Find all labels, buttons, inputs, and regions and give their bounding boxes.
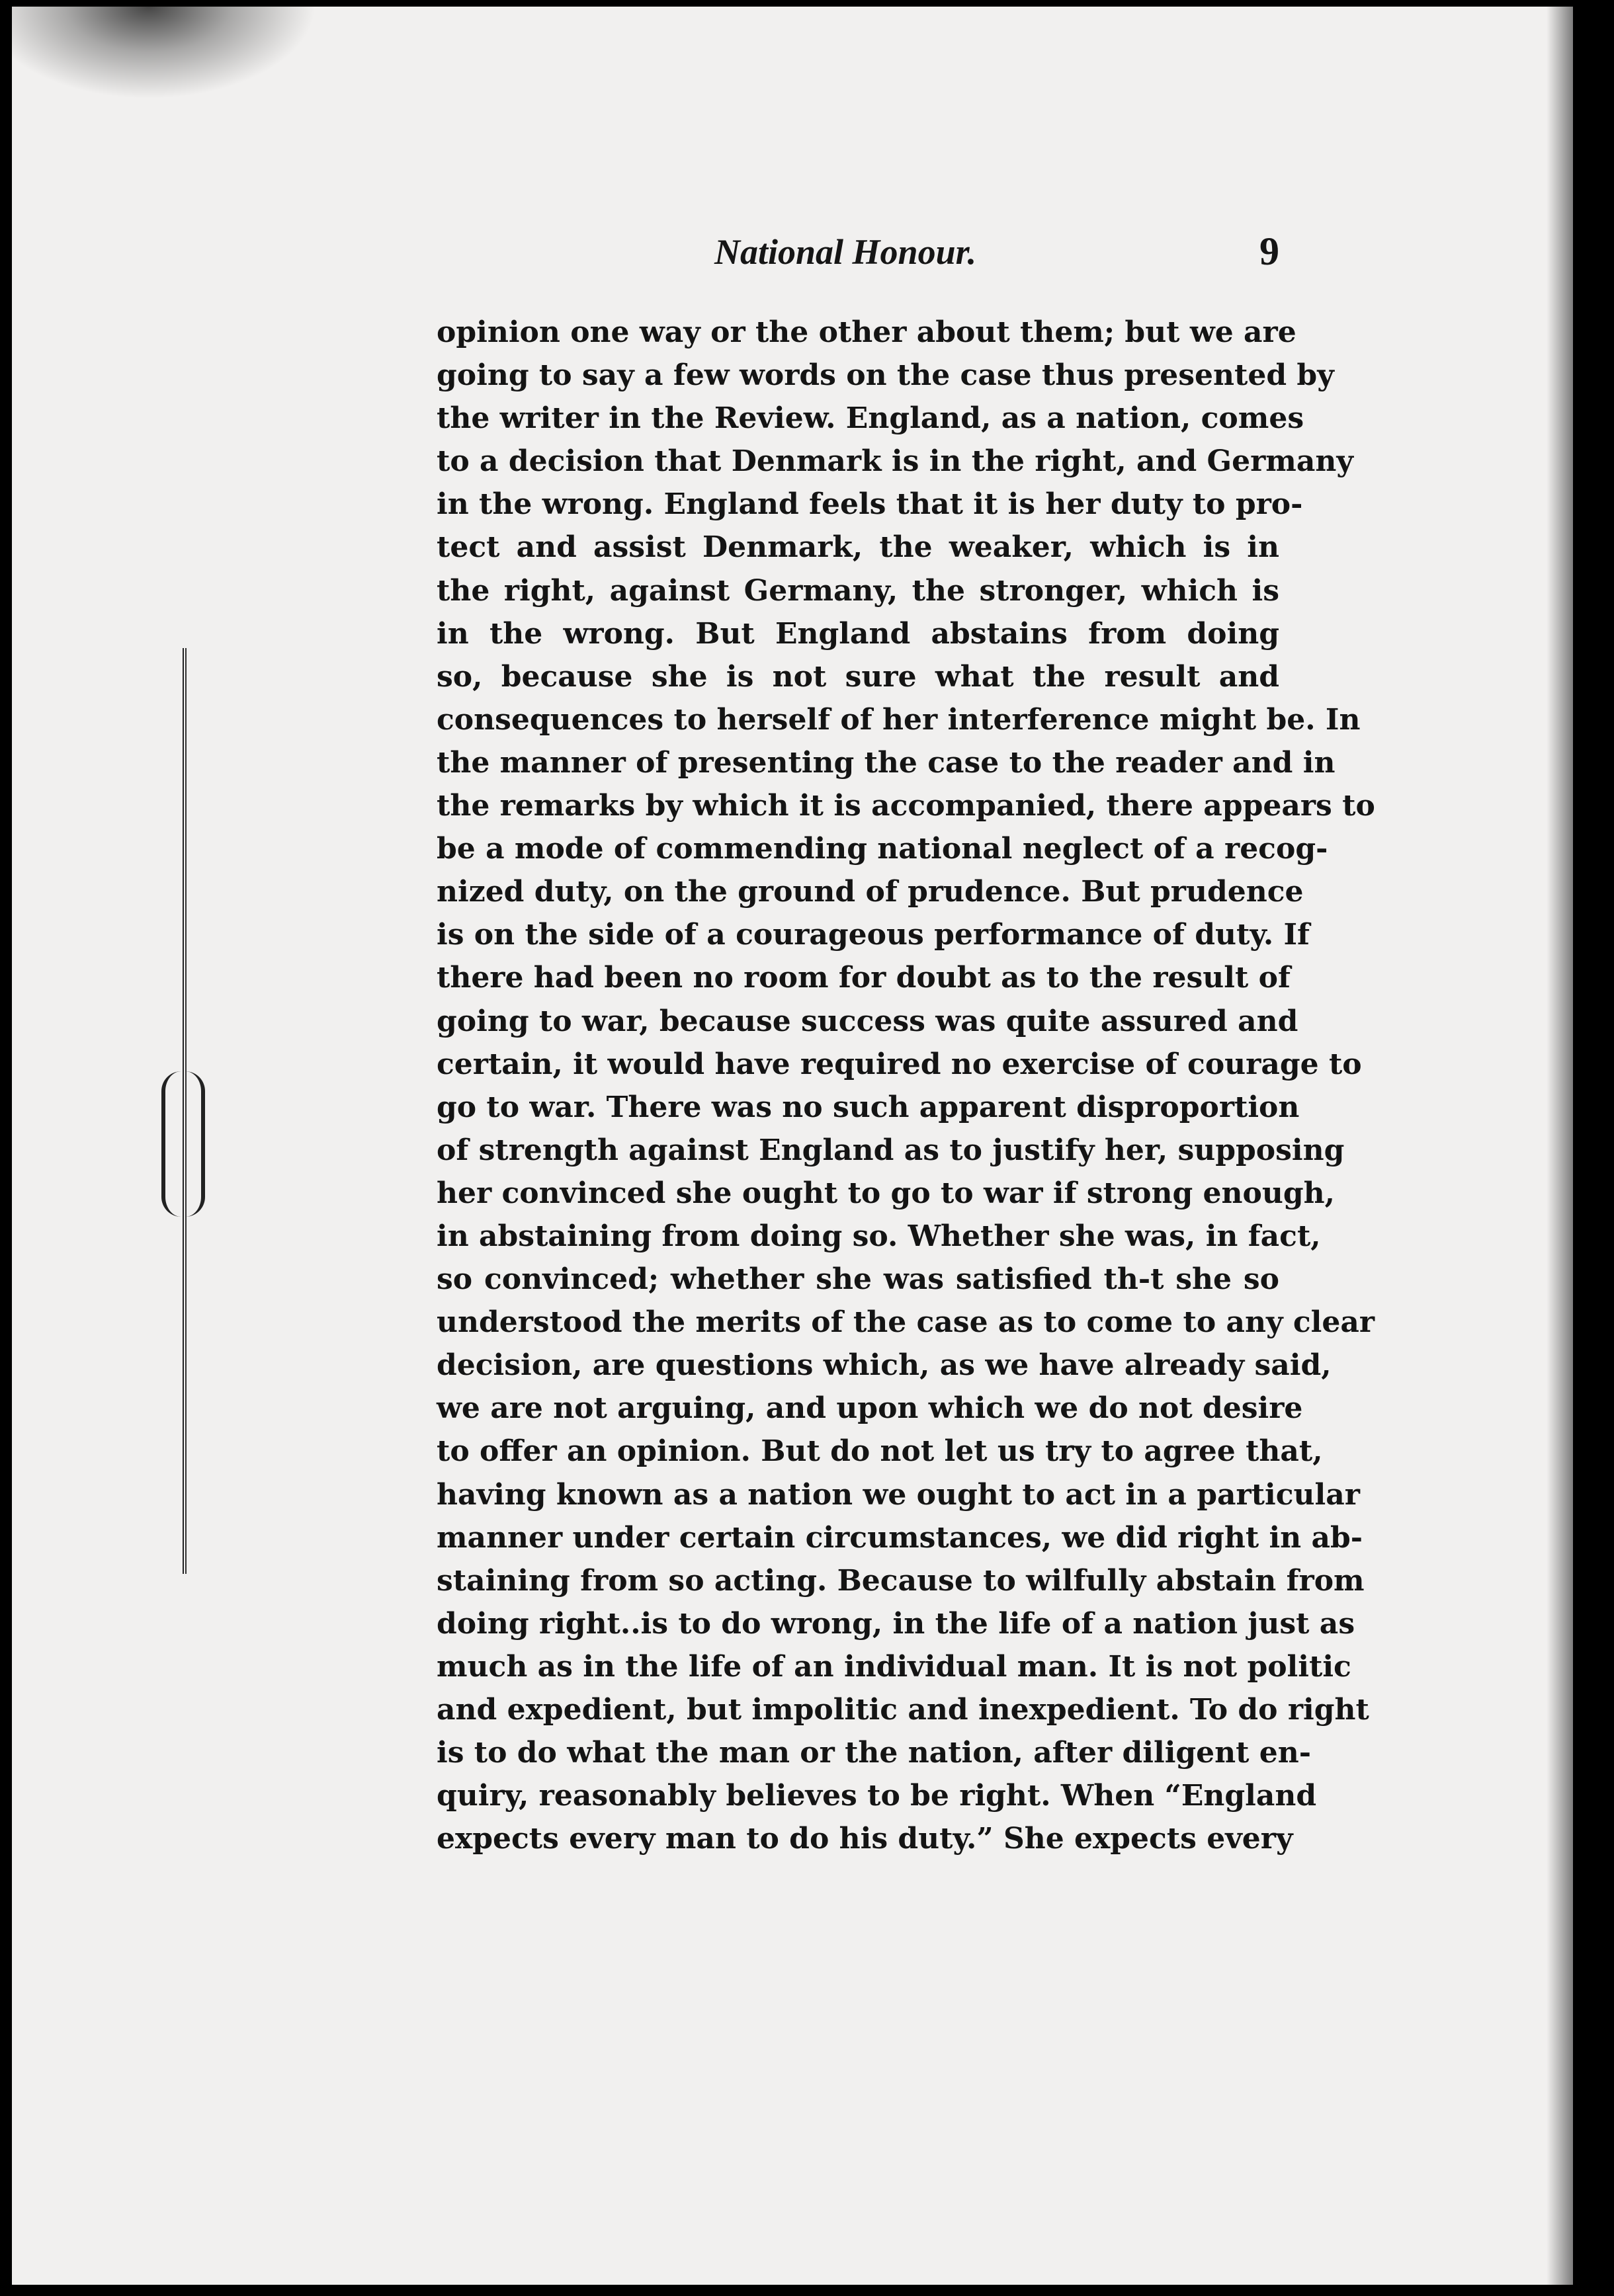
- text-line: quiry, reasonably believes to be right. When “England: [437, 1779, 1317, 1813]
- text-line: going to say a few words on the case thus presented by: [437, 358, 1334, 393]
- text-line: in the wrong. England feels that it is her duty to pro-: [437, 487, 1303, 522]
- text-line: we are not arguing, and upon which we do not desire: [437, 1391, 1303, 1426]
- text-line: the writer in the Review. England, as a nation, comes: [437, 401, 1304, 436]
- text-line: in abstaining from doing so. Whether she was, in fact,: [437, 1219, 1321, 1253]
- text-line: there had been no room for doubt as to the result of: [437, 961, 1291, 995]
- body-text: [437, 311, 1375, 1860]
- text-line: expects every man to do his duty.” She expects every: [437, 1822, 1293, 1856]
- text-line: understood the merits of the case as to come to any clear: [437, 1305, 1375, 1340]
- text-line: so, because she is not sure what the result and: [437, 659, 1279, 694]
- text-line: manner under certain circumstances, we did right in ab-: [437, 1520, 1363, 1555]
- text-line: having known as a nation we ought to act in a particular: [437, 1477, 1360, 1512]
- text-line: to offer an opinion. But do not let us try to agree that,: [437, 1434, 1323, 1469]
- text-line: staining from so acting. Because to wilfully abstain from: [437, 1563, 1365, 1598]
- text-line: the manner of presenting the case to the reader and in: [437, 745, 1336, 780]
- text-line: be a mode of commending national neglect of a recog-: [437, 832, 1328, 866]
- page-edge-shadow: [1547, 7, 1573, 2285]
- running-head: [437, 225, 1283, 284]
- text-line: in the wrong. But England abstains from doing: [437, 616, 1279, 651]
- text-line: doing right..is to do wrong, in the life of a nation just as: [437, 1606, 1355, 1641]
- text-line: is to do what the man or the nation, after diligent en-: [437, 1736, 1312, 1770]
- text-line: and expedient, but impolitic and inexpedient. To do right: [437, 1693, 1369, 1727]
- text-line: consequences to herself of her interference might be. In: [437, 702, 1361, 737]
- text-line: of strength against England as to justify her, supposing: [437, 1133, 1345, 1167]
- text-line: so convinced; whether she was satisfied th-t she so: [437, 1262, 1279, 1297]
- binding-shadow: [12, 7, 316, 99]
- text-line: go to war. There was no such apparent disproportion: [437, 1090, 1300, 1124]
- text-line: the remarks by which it is accompanied, there appears to: [437, 789, 1375, 823]
- text-line: is on the side of a courageous performance of duty. If: [437, 918, 1310, 952]
- page-number: 9: [1259, 229, 1279, 273]
- text-line: her convinced she ought to go to war if strong enough,: [437, 1176, 1335, 1210]
- text-line: the right, against Germany, the stronger, which is: [437, 573, 1279, 608]
- running-title: National Honour.: [714, 232, 977, 272]
- text-line: tect and assist Denmark, the weaker, which is in: [437, 530, 1279, 565]
- binding-knot: [161, 1071, 205, 1217]
- text-line: nized duty, on the ground of prudence. But prudence: [437, 875, 1304, 909]
- text-line: certain, it would have required no exercise of courage to: [437, 1047, 1362, 1081]
- text-line: to a decision that Denmark is in the right, and Germany: [437, 444, 1353, 479]
- text-line: going to war, because success was quite assured and: [437, 1004, 1298, 1038]
- text-line: opinion one way or the other about them; but we are: [437, 315, 1296, 349]
- text-line: decision, are questions which, as we have already said,: [437, 1348, 1332, 1383]
- text-line: much as in the life of an individual man. It is not politic: [437, 1649, 1351, 1684]
